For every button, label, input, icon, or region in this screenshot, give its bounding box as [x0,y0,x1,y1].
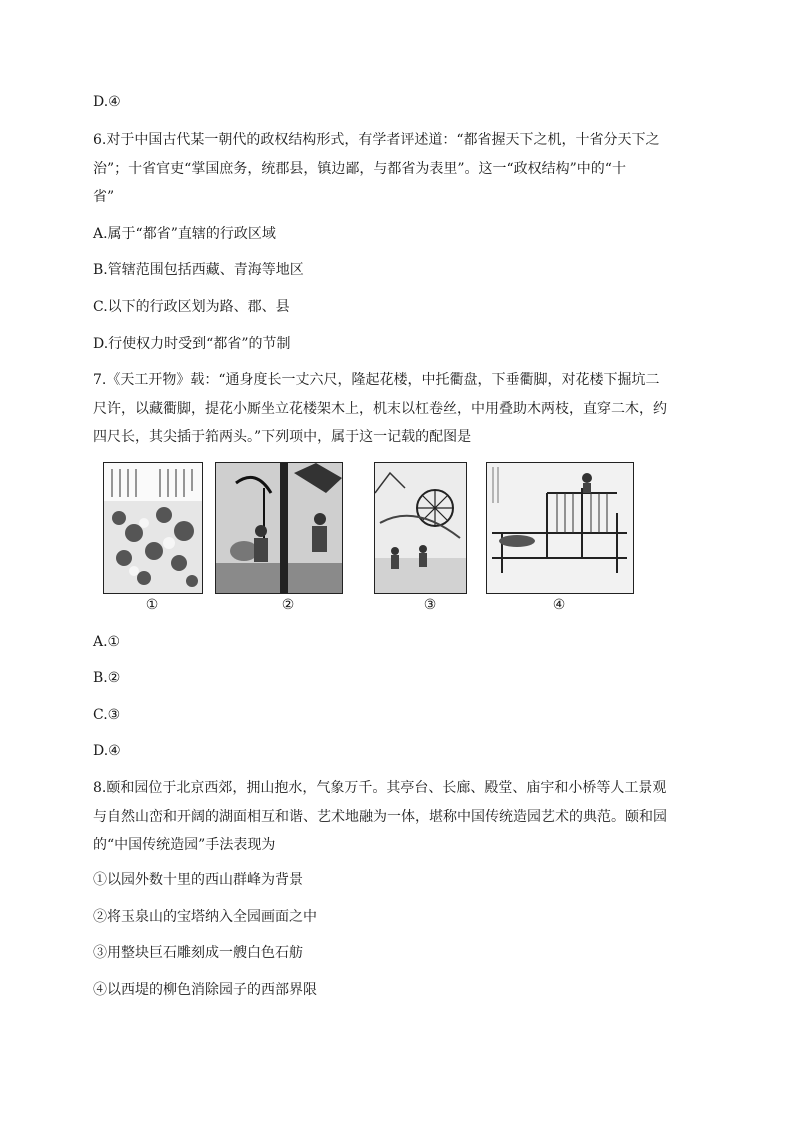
q7-option-c: C.③ [93,707,121,723]
q8-item-3: ③用整块巨石雕刻成一艘白色石舫 [93,945,303,961]
q5-option-d: D.④ [93,94,121,110]
workers-illustration [216,463,342,593]
figure-3-waterwheel [374,462,467,594]
q7-option-b: B.② [93,670,121,686]
q7-stem [93,366,705,452]
figure-4-drawloom [486,462,634,594]
q6-option-b: B.管辖范围包括西藏、青海等地区 [93,262,304,278]
q8-stem-line: 与自然山峦和开阔的湖面相互和谐、艺术地融为一体，堪称中国传统造园艺术的典范。颐和园 [93,808,667,825]
landscape-illustration [104,463,202,593]
q6-option-a: A.属于“都省”直辖的行政区域 [93,226,276,242]
q7-stem-line: 7.《天工开物》载：“通身度长一丈六尺，隆起花楼，中托衢盘，下垂衢脚，对花楼下掘坑二 [93,372,660,388]
figure-3-caption: ③ [423,597,437,613]
q6-stem [93,126,705,212]
q8-item-2: ②将玉泉山的宝塔纳入全园画面之中 [93,909,317,925]
q7-stem-line: 四尺长，其尖插于筘两头。”下列项中，属于这一记载的配图是 [93,429,472,445]
q6-stem-line: 6.对于中国古代某一朝代的政权结构形式，有学者评述道：“都省握天下之机，十省分天下之 [93,132,660,148]
q6-option-d: D.行使权力时受到“都省”的节制 [93,336,291,352]
q6-stem-line: 省” [93,189,115,205]
q6-option-c: C.以下的行政区划为路、郡、县 [93,299,290,315]
q6-stem-line: 治”；十省官吏“掌国庶务，统郡县，镇边鄙，与都省为表里”。这一“政权结构”中的“十 [93,160,626,177]
q7-option-d: D.④ [93,743,121,759]
q7-stem-line: 尺许，以藏衢脚，提花小厮坐立花楼架木上，机末以杠卷丝，中用叠助木两枝，直穿二木，约 [93,400,667,417]
figure-1-caption: ① [145,597,159,613]
q8-stem-line: 8.颐和园位于北京西郊，拥山抱水，气象万千。其亭台、长廊、殿堂、庙宇和小桥等人工景观 [93,780,667,796]
figure-2-workers [215,462,343,594]
q8-item-4: ④以西堤的柳色消除园子的西部界限 [93,982,317,998]
waterwheel-illustration [375,463,466,593]
q8-stem-line: 的“中国传统造园”手法表现为 [93,837,276,853]
q7-option-a: A.① [93,634,121,650]
drawloom-illustration [487,463,633,593]
figure-2-caption: ② [281,597,295,613]
q7-figure-row [93,462,635,618]
figure-4-caption: ④ [552,597,566,613]
figure-1-landscape [103,462,203,594]
q8-stem [93,774,705,860]
q8-item-1: ①以园外数十里的西山群峰为背景 [93,872,303,888]
